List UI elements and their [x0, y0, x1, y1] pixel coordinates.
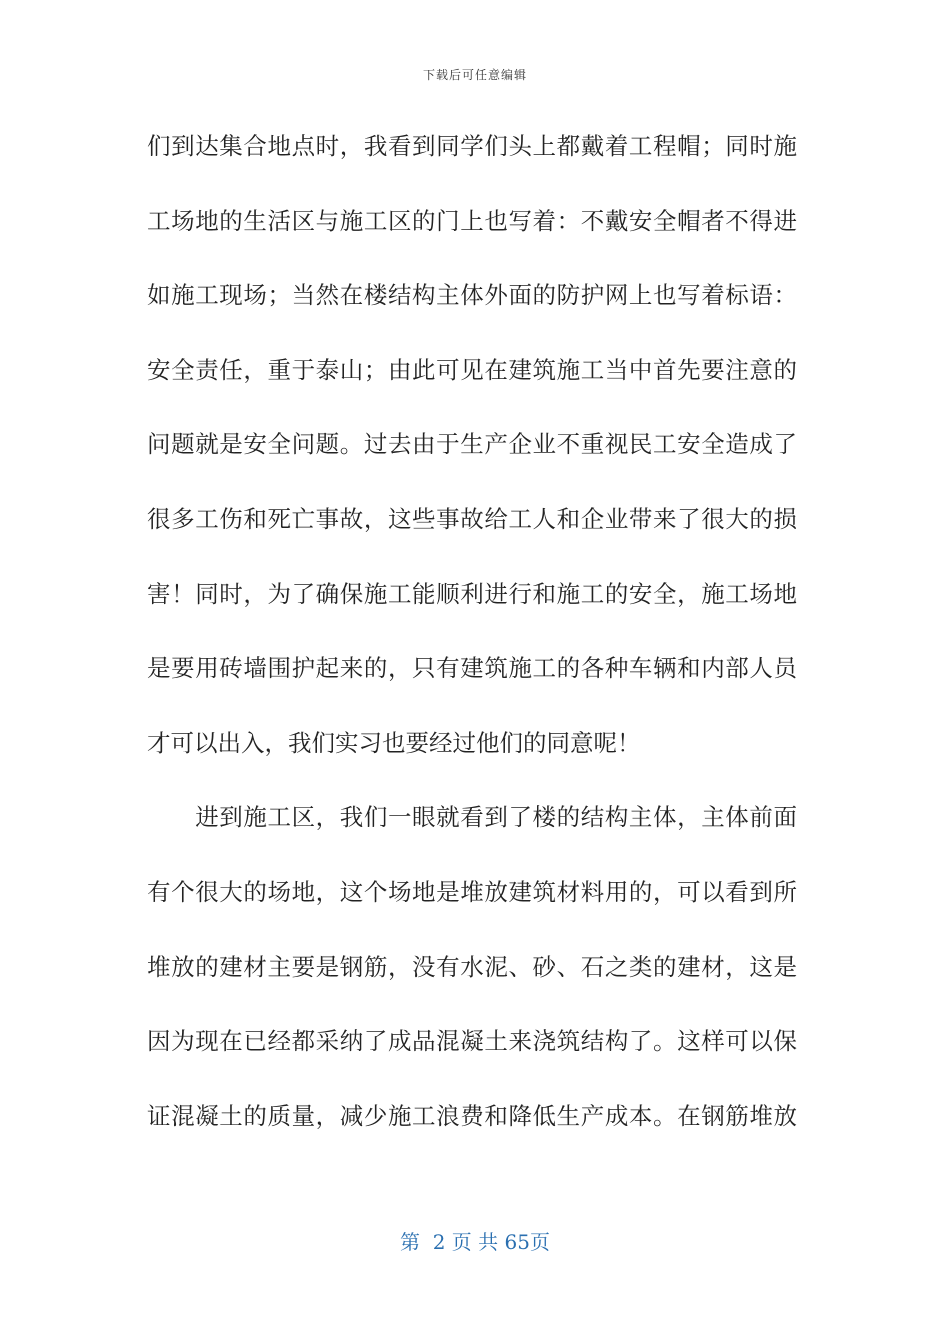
- text-line: 问题就是安全问题。过去由于生产企业不重视民工安全造成了: [147, 430, 797, 459]
- text-line: 害！同时，为了确保施工能顺利进行和施工的安全，施工场地: [147, 579, 797, 608]
- text-line: 因为现在已经都采纳了成品混凝土来浇筑结构了。这样可以保: [147, 1027, 797, 1056]
- text-line: 堆放的建材主要是钢筋，没有水泥、砂、石之类的建材，这是: [147, 952, 797, 981]
- text-line: 进到施工区，我们一眼就看到了楼的结构主体，主体前面: [147, 803, 797, 832]
- text-line: 很多工伤和死亡事故，这些事故给工人和企业带来了很大的损: [147, 504, 797, 533]
- text-line: 工场地的生活区与施工区的门上也写着：不戴安全帽者不得进: [147, 206, 797, 235]
- text-line: 安全责任，重于泰山；由此可见在建筑施工当中首先要注意的: [147, 355, 797, 384]
- text-line: 才可以出入，我们实习也要经过他们的同意呢！: [147, 728, 641, 757]
- text-line: 有个很大的场地，这个场地是堆放建筑材料用的，可以看到所: [147, 877, 797, 906]
- text-line: 如施工现场；当然在楼结构主体外面的防护网上也写着标语：: [147, 281, 797, 310]
- page-number-footer: 第 2 页 共 65页: [400, 1230, 550, 1254]
- text-line: 证混凝土的质量，减少施工浪费和降低生产成本。在钢筋堆放: [147, 1101, 797, 1130]
- page-header: 下载后可任意编辑: [422, 68, 527, 82]
- text-line: 是要用砖墙围护起来的，只有建筑施工的各种车辆和内部人员: [147, 654, 797, 683]
- document-body: [147, 128, 797, 1172]
- text-line: 们到达集合地点时，我看到同学们头上都戴着工程帽；同时施: [147, 132, 797, 160]
